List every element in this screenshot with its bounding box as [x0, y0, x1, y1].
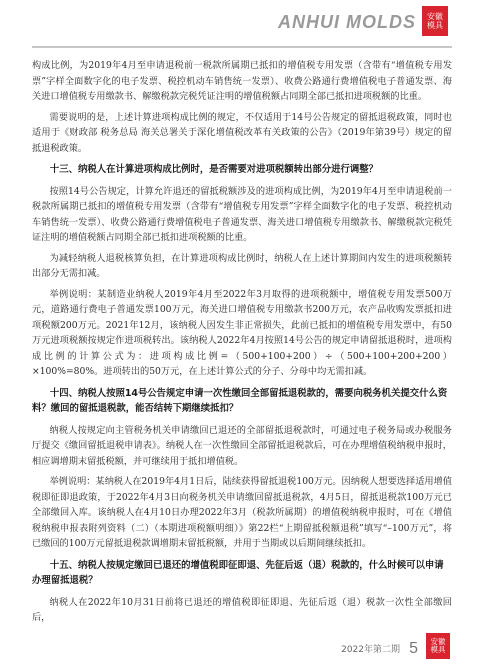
badge-bottom-line-1: 安徽: [430, 636, 446, 646]
section-heading: 十五、纳税人按规定缴回已退还的增值税即征即退、先征后返（退）税款的，什么时候可以申请办理留抵退税？: [32, 559, 444, 586]
page-footer: [0, 633, 480, 665]
body-paragraph: 需要说明的是，上述计算进项构成比例的规定，不仅适用于14号公告规定的留抵退税政策，同时也适用于《财政部 税务总局 海关总署关于深化增值税改革有关政策的公告》（2019年第39号）规定的留抵退税政策。: [32, 111, 452, 154]
issue-label: 2022年第二期: [341, 645, 400, 655]
badge-bottom-line-2: 模具: [430, 645, 446, 654]
body-paragraph: 举例说明：某制造业纳税人2019年4月至2022年3月取得的进项税额中，增值税专用发票500万元，道路通行费电子普通发票100万元，海关进口增值税专用缴款书200万元，农产品收购发票抵扣进项税额200万元。2021年12月，该纳税人因发生非正常损失，此前已抵扣的增值税专用发票中，有50万元进项税额按规定作进项税转出。该纳税人2022年4月按照14号公告的规定申请留抵退税时，进项构成比例的计算公式为：进项构成比例=（500+100+200）÷（500+100+200+200）×100%=80%。进项转出的50万元，在上述计算公式的分子、分母中均无需扣减。: [32, 288, 452, 377]
brand-badge-bottom: [426, 633, 450, 659]
section-heading: 十三、纳税人在计算进项构成比例时，是否需要对进项税额转出部分进行调整？: [49, 164, 378, 175]
page-header: [0, 0, 480, 46]
magazine-logo: ANHUI MOLDS: [278, 12, 416, 32]
badge-line-1: 安徽: [427, 12, 443, 21]
body-paragraph: 举例说明：某纳税人在2019年4月1日后，陆续获得留抵退税100万元。因纳税人想要选择适用增值税即征即退政策，于2022年4月3日向税务机关申请缴回留抵退税款，4月5日，留抵退税款100万元已全部缴回入库。该纳税人在4月10日办理2022年3月（税款所属期）的增值税纳税申报时，可在《增值税纳税申报表附列资料（二）（本期进项税额明细）》第22栏“上期留抵税额退税”填写“–100万元”，将已缴回的100万元留抵退税款调增期末留抵税额，并用于当期或以后期间继续抵扣。: [32, 476, 452, 549]
brand-badge-top: [422, 6, 448, 36]
badge-line-2: 模具: [427, 21, 443, 30]
body-paragraph: 纳税人按规定向主管税务机关申请缴回已退还的全部留抵退税款时，可通过电子税务局或办税服务厅提交《缴回留抵退税申请表》。纳税人在一次性缴回全部留抵退税款后，可在办理增值税纳税申报时，相应调增期末留抵税额，并可继续用于抵扣增值税。: [32, 424, 452, 467]
header-rule: [32, 46, 452, 48]
page-number: 5: [409, 640, 418, 657]
body-paragraph: 按照14号公告规定，计算允许退还的留抵税额涉及的进项构成比例，为2019年4月至申请退税前一税款所属期已抵扣的增值税专用发票（含带有“增值税专用发票”字样全面数字化的电子发票、税控机动车销售统一发票）、收费公路通行费增值税电子普通发票、海关进口增值税专用缴款书、解缴税款完税凭证注明的增值税额占同期全部已抵扣进项税额的比重。: [32, 185, 452, 243]
body-paragraph: 为减轻纳税人退税核算负担，在计算进项构成比例时，纳税人在上述计算期间内发生的进项税额转出部分无需扣减。: [32, 252, 452, 279]
body-paragraph: 构成比例，为2019年4月至申请退税前一税款所属期已抵扣的增值税专用发票（含带有“增值税专用发票”字样全面数字化的电子发票、税控机动车销售统一发票）、收费公路通行费增值税电子普通发票、海关进口增值税专用缴款书、解缴税款完税凭证注明的增值税额占同期全部已抵扣进项税额的比重。: [32, 60, 452, 102]
section-heading: 十四、纳税人按照14号公告规定申请一次性缴回全部留抵退税款的，需要向税务机关提交什么资料？缴回的留抵退税款，能否结转下期继续抵扣？: [32, 387, 448, 414]
body-paragraph: 纳税人在2022年10月31日前将已退还的增值税即征即退、先征后返（退）税款一次性全部缴回后，: [32, 596, 452, 623]
article-body: [32, 58, 452, 631]
